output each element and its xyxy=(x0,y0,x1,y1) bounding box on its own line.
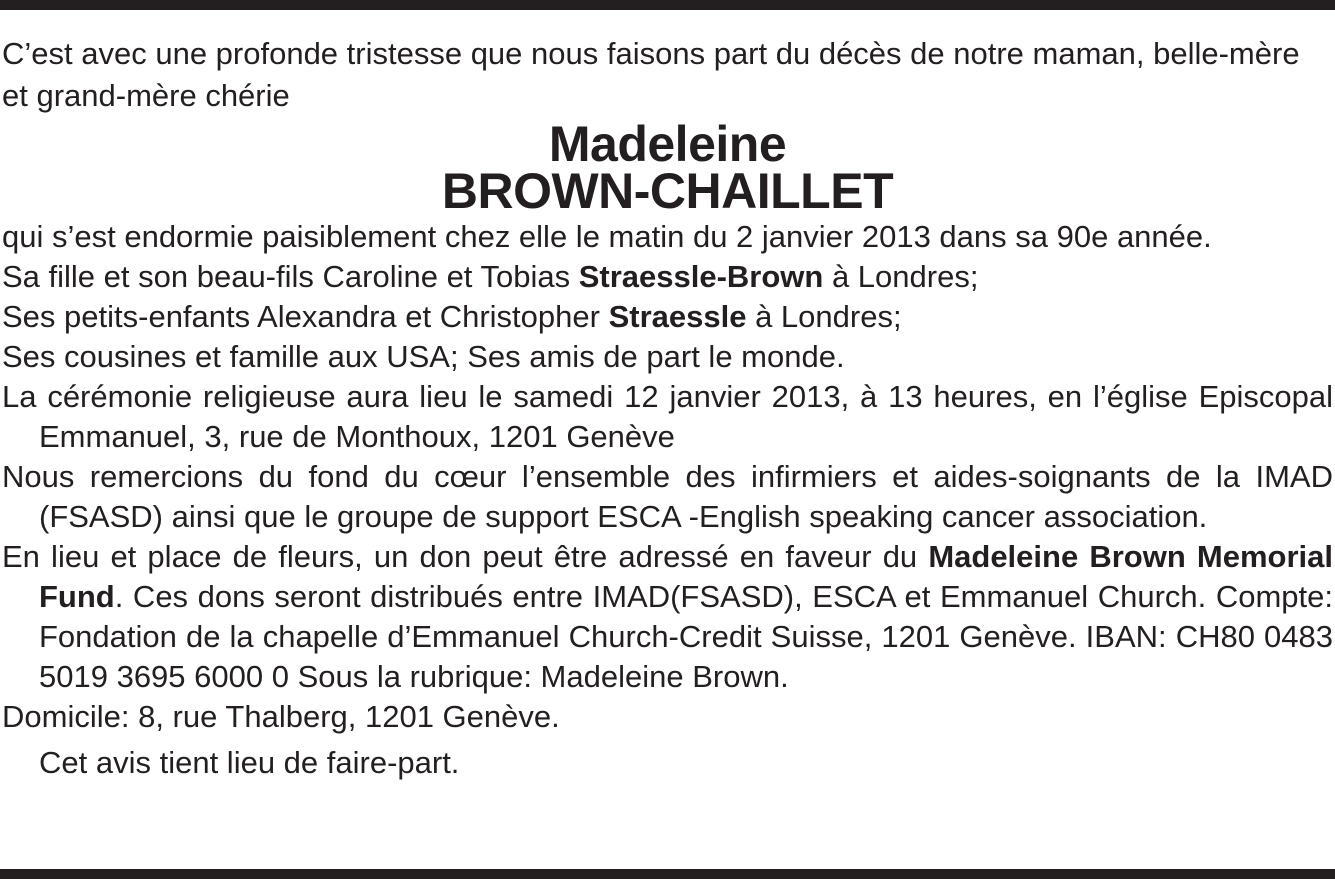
family-line-text: Sa fille et son beau-fils Caroline et Tobias xyxy=(2,259,579,294)
deceased-surname: BROWN-CHAILLET xyxy=(441,163,894,219)
domicile-line: Domicile: 8, rue Thalberg, 1201 Genève. xyxy=(2,699,560,734)
deceased-first-name: Madeleine xyxy=(548,116,787,172)
family-surname: Straessle xyxy=(608,299,747,334)
notice-body xyxy=(2,33,1333,783)
bottom-rule xyxy=(0,869,1335,879)
family-line-text: à Londres; xyxy=(823,259,979,294)
donation-text: En lieu et place de fleurs, un don peut être adressé en faveur du xyxy=(2,539,929,574)
family-line-daughter xyxy=(2,257,1333,297)
donation-details: . Ces dons seront distribués entre IMAD(FSASD), ESCA et Emmanuel Church. Compte: Fondation de la chapelle d’Emmanuel Church-Credit Suisse, 1201 Genève. IBAN: CH80 0483 5019 3695 6000 0 Sous la rubrique: Madeleine Brown. xyxy=(39,579,1333,694)
family-line-text: à Londres; xyxy=(746,299,902,334)
thanks-paragraph: Nous remercions du fond du cœur l’ensemble des infirmiers et aides-soignants de la IMAD (FSASD) ainsi que le groupe de support ESCA -English speaking cancer association. xyxy=(2,459,1333,534)
intro-text: C’est avec une profonde tristesse que nous faisons part du décès de notre maman, belle-mère et grand-mère chérie xyxy=(2,36,1300,113)
memorial-fund-name: Madeleine Brown Memorial Fund xyxy=(39,539,1333,614)
family-line-grandchildren xyxy=(2,297,1333,337)
family-surname: Straessle-Brown xyxy=(578,259,824,294)
top-rule xyxy=(0,0,1335,10)
relatives-line: Ses cousines et famille aux USA; Ses amis de part le monde. xyxy=(2,339,845,374)
ceremony-paragraph: La cérémonie religieuse aura lieu le samedi 12 janvier 2013, à 13 heures, en l’église Episcopal Emmanuel, 3, rue de Monthoux, 1201 Genève xyxy=(2,379,1333,454)
family-line-text: Ses petits-enfants Alexandra et Christopher xyxy=(2,299,609,334)
closing-line: Cet avis tient lieu de faire-part. xyxy=(39,745,460,780)
death-announcement: qui s’est endormie paisiblement chez elle le matin du 2 janvier 2013 dans sa 90e année. xyxy=(2,219,1212,254)
donation-paragraph xyxy=(2,537,1333,697)
